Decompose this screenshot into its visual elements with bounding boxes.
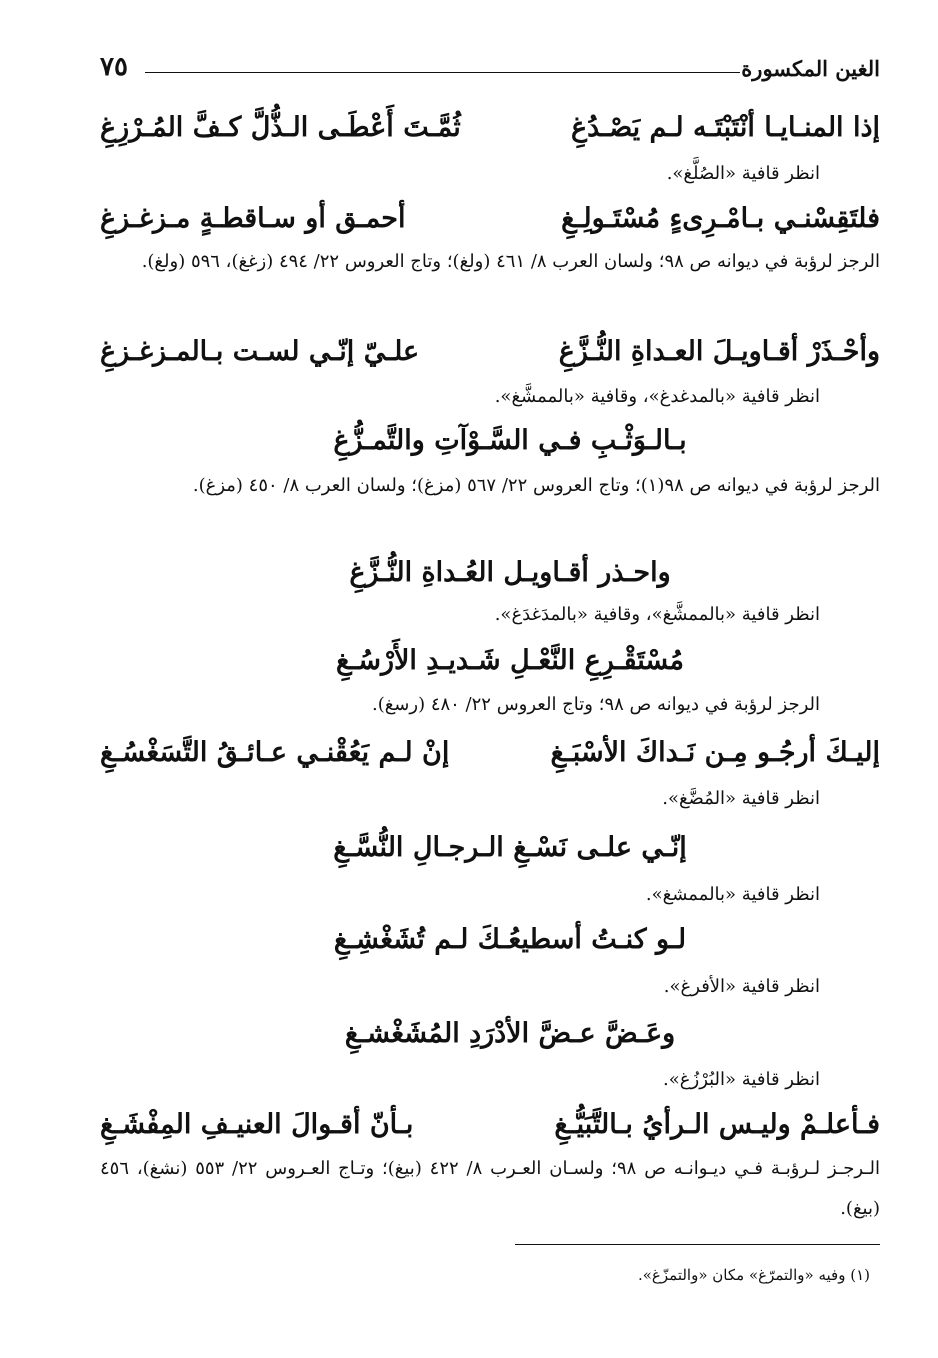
footnote-rule — [515, 1244, 880, 1245]
verse-text: مُسْتَقْـرِعِ النَّعْـلِ شَـديـدِ الأَرْسُـغِ — [336, 645, 684, 676]
chapter-title: الغين المكسورة — [741, 56, 880, 81]
source-citation: الرجز لرؤبة في ديوانه ص ٩٨؛ وتاج العروس ٢٢/ ٤٨٠ (رسغ). — [371, 694, 820, 715]
verse-text: وعَـضَّ عـضَّ الأدْرَدِ المُشَغْشـغِ — [344, 1018, 676, 1049]
verse-text: لـو كنـتُ أسطيعُـكَ لـم تُشَغْشِـغِ — [333, 924, 687, 955]
verse-line — [100, 196, 880, 242]
source-citation: الـرجـز لـرؤبـة فـي ديـوانـه ص ٩٨؛ ولسـان العـرب ٨/ ٤٢٢ (بيغ)؛ وتـاج العـروس ٢٢/ ٥٥٣ (نشغ)، ٤٥٦ (بيغ). — [100, 1158, 881, 1219]
verse-first-hemistich: إذا المنـايـا أنْتَبْتَـه لـم يَصْـدُغِ — [571, 112, 880, 143]
verse-first-hemistich: فلتَقِسْنـي بـامْـرِىءٍ مُسْتَـولِـغِ — [561, 203, 880, 234]
source-citation: الرجز لرؤبة في ديوانه ص ٩٨(١)؛ وتاج العروس ٢٢/ ٥٦٧ (مزغ)؛ ولسان العرب ٨/ ٤٥٠ (مزغ). — [192, 475, 880, 496]
verse-line — [100, 329, 880, 375]
verse-line — [100, 730, 880, 776]
single-verse — [100, 1011, 880, 1057]
verse-text: إنّـي علـى نَسْـغِ الـرجـالِ النُّسَّـغِ — [333, 832, 687, 863]
cross-reference-note: انظر قافية «الأفرغ». — [663, 976, 820, 997]
verse-first-hemistich: إليـكَ أرجُـو مِـن نَـداكَ الأسْبَـغِ — [550, 737, 880, 768]
cross-reference-note: انظر قافية «الصُلَّغ». — [666, 163, 820, 184]
verse-text: بـالـوَثْـبِ فـي السَّـوْآتِ والتَّمـزُّغِ — [333, 425, 687, 456]
cross-reference-note: انظر قافية «بالممشَّغ»، وقافية «بالمدَغدَغ». — [494, 604, 820, 625]
single-verse — [100, 550, 880, 596]
verse-line — [100, 1102, 880, 1148]
cross-reference-note: انظر قافية «بالممشغ». — [645, 884, 820, 905]
header-rule — [145, 72, 740, 73]
single-verse — [100, 638, 880, 684]
cross-reference-note: انظر قافية «البُرْزُغ». — [663, 1069, 820, 1090]
cross-reference-note: انظر قافية «المُضَّغ». — [662, 788, 820, 809]
verse-second-hemistich: بـأنّ أقـوالَ العنيـفِ المِفْشَـغِ — [100, 1109, 414, 1140]
footnote: (١) وفيه «والتمرّغ» مكان «والتمزّغ». — [637, 1266, 870, 1284]
single-verse — [100, 917, 880, 963]
source-citation: الرجز لرؤبة في ديوانه ص ٩٨؛ ولسان العرب ٨/ ٤٦١ (ولغ)؛ وتاج العروس ٢٢/ ٤٩٤ (زغغ)، ٥٩٦ (ولغ). — [141, 251, 880, 272]
cross-reference-note: انظر قافية «بالمدغدغ»، وقافية «بالممشَّغ». — [494, 386, 820, 407]
verse-second-hemistich: إنْ لـم يَعُقْنـي عـائـقُ التَّسَغْسُـغِ — [100, 737, 450, 768]
verse-second-hemistich: ثُمَّـتَ أَعْطَـى الـذُّلَّ كـفَّ المُـرْزِغِ — [100, 112, 461, 143]
verse-first-hemistich: فـأعلـمْ وليـس الـرأيُ بـالتَّبَيُّـغِ — [554, 1109, 880, 1140]
verse-second-hemistich: علـيّ إنّـي لسـت بـالمـزغـزغِ — [100, 336, 420, 367]
verse-first-hemistich: وأحْـذَرْ أقـاويـلَ العـداةِ النُّـزَّغِ — [558, 336, 880, 367]
running-header — [100, 52, 880, 86]
single-verse — [100, 418, 880, 464]
verse-line — [100, 105, 880, 151]
single-verse — [100, 825, 880, 871]
page-number: ٧٥ — [100, 52, 128, 82]
verse-text: واحـذر أقـاويـل العُـداةِ النُّـزَّغِ — [349, 557, 671, 588]
verse-second-hemistich: أحمـق أو سـاقطـةٍ مـزغـزغِ — [100, 203, 406, 234]
